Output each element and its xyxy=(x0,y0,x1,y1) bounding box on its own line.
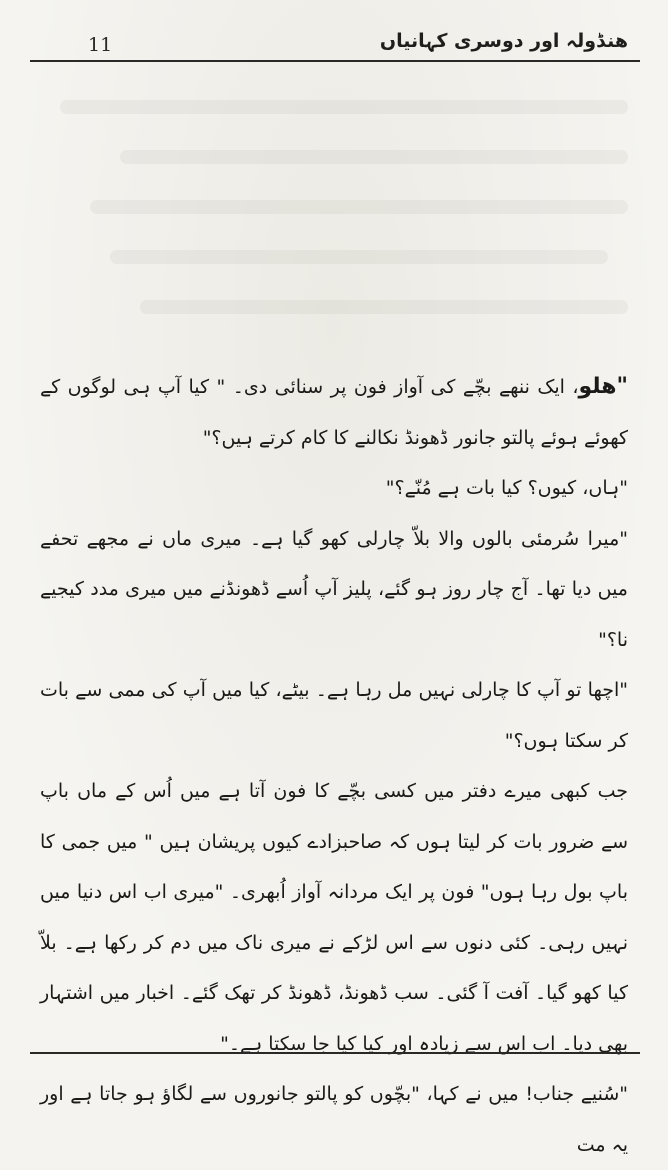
paragraph-2: "ہاں، کیوں؟ کیا بات ہے مُنّے؟" xyxy=(385,477,628,499)
page-number: 11 xyxy=(88,34,113,56)
header-rule xyxy=(30,60,640,62)
paragraph-1 xyxy=(40,362,628,463)
paragraph-6: "سُنیے جناب! میں نے کہا، "بچّوں کو پالتو جانوروں سے لگاؤ ہو جاتا ہے اور یہ مت xyxy=(40,1083,628,1156)
paragraph-5: جب کبھی میرے دفتر میں کسی بچّے کا فون آتا ہے میں اُس کے ماں باپ سے ضرور بات کر لیتا ہوں کہ صاحبزادے کیوں پریشان ہیں " میں جمی کا باپ بول رہا ہوں" فون پر ایک مردانہ آواز اُبھری۔ "میری اب اس دنیا میں نہیں رہی۔ کئی دنوں سے اس لڑکے نے میری ناک میں دم کر رکھا ہے۔ بلاّ کیا کھو گیا۔ آفت آ گئی۔ سب ڈھونڈ، ڈھونڈ کر تھک گئے۔ اخبار میں اشتہار بھی دیا۔ اب اس سے زیادہ اور کیا کیا جا سکتا ہے۔" xyxy=(40,780,628,1055)
show-through-line xyxy=(120,150,628,164)
paragraph-1-text: ، ایک ننھے بچّے کی آواز فون پر سنائی دی۔ " کیا آپ ہی لوگوں کے کھوئے ہوئے پالتو جانور ڈھونڈ نکالنے کا کام کرتے ہیں؟" xyxy=(40,376,628,449)
show-through-line xyxy=(60,100,628,114)
paragraph-3: "میرا سُرمئی بالوں والا بلاّ چارلی کھو گیا ہے۔ میری ماں نے مجھے تحفے میں دیا تھا۔ آج چار روز ہو گئے، پلیز آپ اُسے ڈھونڈنے میں میری مدد کیجیے نا؟" xyxy=(40,527,628,651)
story-text xyxy=(40,362,628,1170)
show-through-line xyxy=(90,200,628,214)
show-through-line xyxy=(110,250,608,264)
footer-rule xyxy=(30,1052,640,1054)
opening-word: "ھلو xyxy=(578,374,628,399)
page-header xyxy=(30,30,640,60)
running-title: ھنڈولہ اور دوسری کہانیاں xyxy=(379,30,628,52)
paragraph-4: "اچھا تو آپ کا چارلی نہیں مل رہا ہے۔ بیٹے، کیا میں آپ کی ممی سے بات کر سکتا ہوں؟" xyxy=(40,679,628,752)
show-through-line xyxy=(140,300,628,314)
